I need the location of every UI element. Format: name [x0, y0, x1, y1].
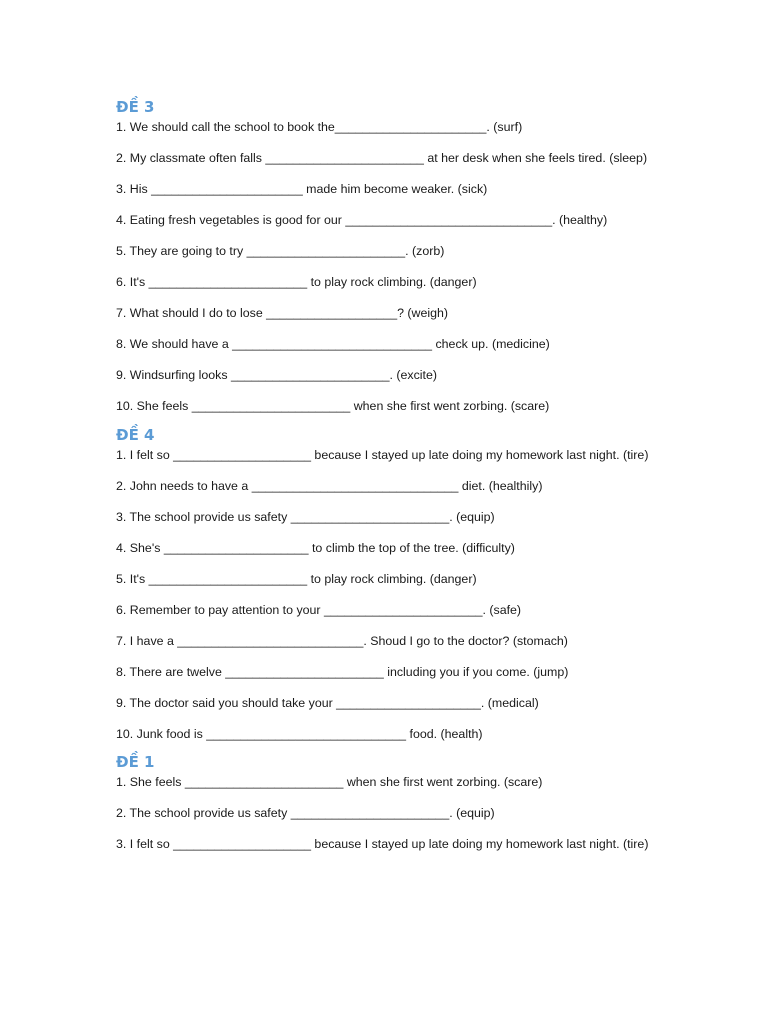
question-item: 10. She feels _______________________ when she first went zorbing. (scare) — [116, 399, 550, 413]
question-item: 3. His ______________________ made him become weaker. (sick) — [116, 182, 488, 196]
section-heading: ĐỀ 1 — [116, 753, 155, 771]
question-item: 9. Windsurfing looks _______________________. (excite) — [116, 368, 438, 382]
question-list — [116, 446, 656, 744]
question-item: 4. She's _____________________ to climb the top of the tree. (difficulty) — [116, 540, 515, 555]
question-item: 7. What should I do to lose ___________________? (weigh) — [116, 306, 449, 320]
question-item: 1. She feels _______________________ when she first went zorbing. (scare) — [116, 775, 543, 789]
question-item: 9. The doctor said you should take your _____________________. (medical) — [116, 695, 539, 710]
document-content — [116, 97, 656, 866]
question-item: 8. There are twelve _______________________ including you if you come. (jump) — [116, 664, 569, 679]
question-item: 4. Eating fresh vegetables is good for our ______________________________. (healthy) — [116, 213, 608, 227]
question-item: 6. It's _______________________ to play rock climbing. (danger) — [116, 275, 477, 289]
section-de-3 — [116, 97, 656, 416]
question-item: 2. John needs to have a ______________________________ diet. (healthily) — [116, 478, 543, 493]
question-item: 5. It's _______________________ to play rock climbing. (danger) — [116, 571, 477, 586]
question-item: 7. I have a ___________________________. Shoud I go to the doctor? (stomach) — [116, 633, 568, 648]
question-item: 8. We should have a _____________________________ check up. (medicine) — [116, 337, 550, 351]
section-de-1 — [116, 752, 656, 854]
question-list — [116, 118, 656, 416]
section-heading: ĐỀ 4 — [116, 425, 155, 444]
question-item: 1. We should call the school to book the______________________. (surf) — [116, 120, 523, 134]
question-item: 3. The school provide us safety _______________________. (equip) — [116, 509, 495, 524]
question-item: 3. I felt so ____________________ because I stayed up late doing my homework last night. (tire) — [116, 837, 649, 851]
section-de-4 — [116, 425, 656, 744]
question-item: 2. The school provide us safety _______________________. (equip) — [116, 806, 495, 820]
question-item: 1. I felt so ____________________ because I stayed up late doing my homework last night. (tire) — [116, 447, 649, 462]
question-list — [116, 773, 656, 854]
question-item: 10. Junk food is _____________________________ food. (health) — [116, 726, 483, 741]
question-item: 6. Remember to pay attention to your _______________________. (safe) — [116, 602, 522, 617]
section-heading: ĐỀ 3 — [116, 98, 155, 116]
question-item: 2. My classmate often falls _______________________ at her desk when she feels tired. (sleep) — [116, 151, 648, 165]
question-item: 5. They are going to try _______________________. (zorb) — [116, 244, 445, 258]
